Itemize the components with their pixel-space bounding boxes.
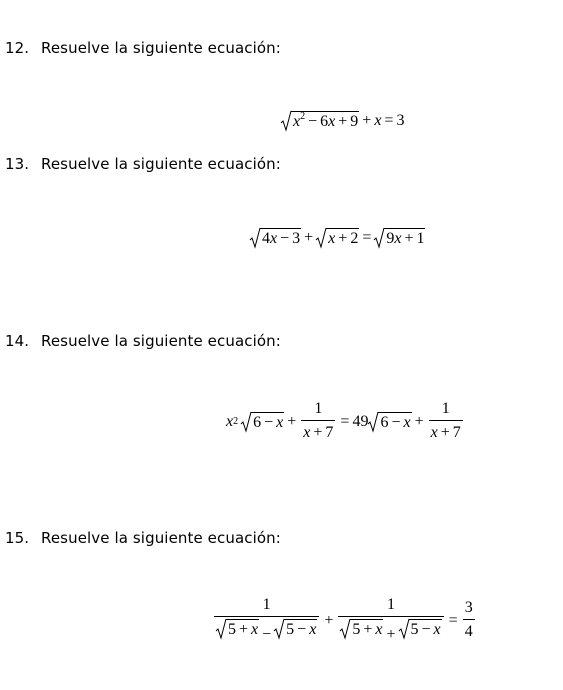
problem-14-prompt (5, 332, 281, 350)
radical-sign (316, 228, 326, 248)
problem-text: Resuelve la siguiente ecuación: (41, 332, 281, 350)
radical-sign (340, 619, 350, 639)
equation-13: 4x − 3 + x + 2 = 9x + 1 (250, 228, 425, 248)
problem-number: 13. (5, 155, 30, 173)
radical-sign (241, 412, 251, 432)
radical-sign (368, 412, 378, 432)
problem-12-prompt (5, 39, 281, 57)
problem-13-prompt (5, 155, 281, 173)
equation-12: $x^2 - 6x + 9$ + x = 3 (281, 111, 404, 131)
fraction: $\frac{1}{x + 7}$ (430, 400, 461, 441)
sqrt-term: 4x − 3 (250, 228, 301, 248)
problem-text: Resuelve la siguiente ecuación: (41, 39, 281, 57)
sqrt-term: $x^2 - 6x + 9$ (281, 111, 359, 131)
sqrt-term: 9x + 1 (374, 228, 425, 248)
equation-15: 1 5 + x − 5 − x + 1 5 + x + 5 − x = $\frac{3}{4}$ (212, 596, 477, 645)
problem-text: Resuelve la siguiente ecuación: (41, 529, 281, 547)
fraction: $\frac{1}{x + 7}$ (303, 400, 334, 441)
sqrt-term: 5 − x (399, 619, 442, 639)
problem-15-prompt (5, 529, 281, 547)
sqrt-term: 5 + x (216, 619, 259, 639)
problem-number: 15. (5, 529, 30, 547)
problem-number: 12. (5, 39, 30, 57)
radical-sign (281, 111, 291, 131)
sqrt-term: 5 − x (274, 619, 317, 639)
sqrt-term: 6 − x (368, 412, 411, 432)
sqrt-term: x + 2 (316, 228, 359, 248)
radical-sign (374, 228, 384, 248)
equation-14: x 2 6 − x + $\frac{1}{x + 7}$ = 49 6 − x + $\frac{1}{x + 7}$ (226, 400, 461, 441)
radical-sign (399, 619, 409, 639)
radical-sign (274, 619, 284, 639)
radical-sign (250, 228, 260, 248)
sqrt-term: 5 + x (340, 619, 383, 639)
radical-sign (216, 619, 226, 639)
fraction: 1 5 + x − 5 − x (214, 596, 319, 645)
sqrt-term: 6 − x (241, 412, 284, 432)
problem-text: Resuelve la siguiente ecuación: (41, 155, 281, 173)
problem-number: 14. (5, 332, 30, 350)
fraction: 1 5 + x + 5 − x (338, 596, 443, 645)
fraction: $\frac{3}{4}$ (464, 599, 473, 640)
